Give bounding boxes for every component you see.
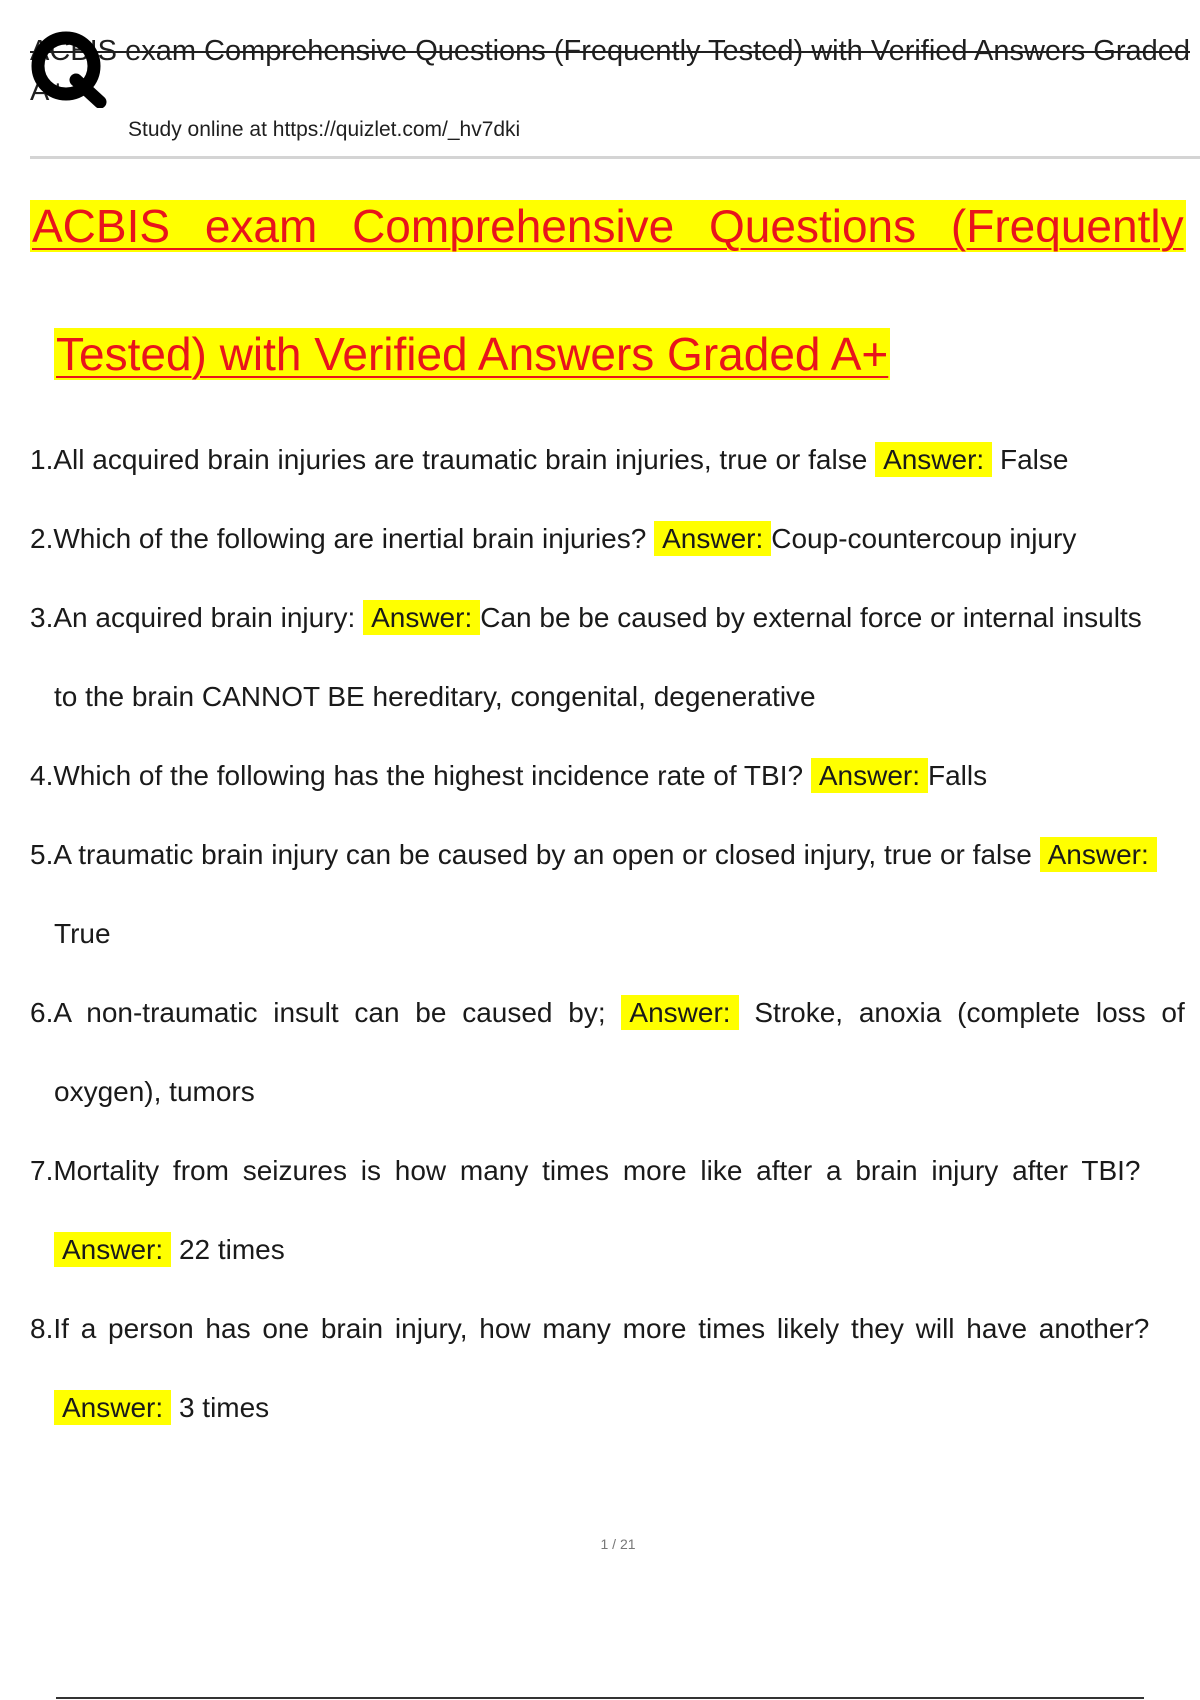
header-title-text: ACBIS exam Comprehensive Questions (Frequently Tested) with Verified Answers Graded (30, 35, 1190, 67)
page-number: 1 / 21 (600, 1536, 636, 1552)
answer-text: Coup-countercoup injury (771, 523, 1077, 554)
answer-text-continued: oxygen), tumors (54, 1076, 255, 1107)
question-text: 8.If a person has one brain injury, how many more times likely they will have another? (30, 1313, 1150, 1344)
document-title-line-1: ACBIS exam Comprehensive Questions (Frequently (32, 200, 1184, 252)
question-text: 2.Which of the following are inertial brain injuries? (30, 523, 647, 554)
document-title-line-2: Tested) with Verified Answers Graded A+ (56, 328, 889, 380)
question-item (30, 519, 1200, 598)
question-item (30, 598, 1200, 756)
header-title (30, 30, 1200, 112)
question-item (30, 835, 1200, 993)
question-item (30, 1309, 1200, 1467)
footer-divider (56, 1697, 1144, 1699)
question-item (30, 993, 1200, 1151)
answer-text: 22 times (178, 1234, 285, 1265)
question-text: 4.Which of the following has the highest incidence rate of TBI? (30, 760, 804, 791)
answer-label: Answer: (654, 521, 771, 556)
answer-label: Answer: (54, 1390, 171, 1425)
answer-label: Answer: (621, 995, 738, 1030)
answer-label: Answer: (1040, 837, 1157, 872)
question-text: 1.All acquired brain injuries are traumatic brain injuries, true or false (30, 444, 868, 475)
answer-label: Answer: (811, 758, 928, 793)
answer-text: False (1000, 444, 1069, 475)
question-item (30, 1151, 1200, 1309)
answer-label: Answer: (363, 600, 480, 635)
answer-text: Falls (928, 760, 988, 791)
question-item (30, 440, 1200, 519)
question-text: 5.A traumatic brain injury can be caused by an open or closed injury, true or false (30, 839, 1032, 870)
header-divider (30, 156, 1200, 159)
answer-text: True (54, 918, 111, 949)
question-list (30, 440, 1200, 1467)
study-online-link-text: Study online at https://quizlet.com/_hv7dki (128, 118, 521, 141)
quizlet-q-logo-icon (30, 30, 108, 108)
answer-text: Can be be caused by external force or internal insults (480, 602, 1142, 633)
question-text: 6.A non-traumatic insult can be caused by; (30, 997, 606, 1028)
answer-text-continued: to the brain CANNOT BE hereditary, congenital, degenerative (54, 681, 816, 712)
question-text: 7.Mortality from seizures is how many times more like after a brain injury after TBI? (30, 1155, 1141, 1186)
answer-text: 3 times (178, 1392, 270, 1423)
answer-label: Answer: (54, 1232, 171, 1267)
header-title-tail: A+ (30, 75, 67, 107)
question-item (30, 756, 1200, 835)
question-text: 3.An acquired brain injury: (30, 602, 356, 633)
answer-label: Answer: (875, 442, 992, 477)
answer-text: Stroke, anoxia (complete loss of (754, 997, 1185, 1028)
